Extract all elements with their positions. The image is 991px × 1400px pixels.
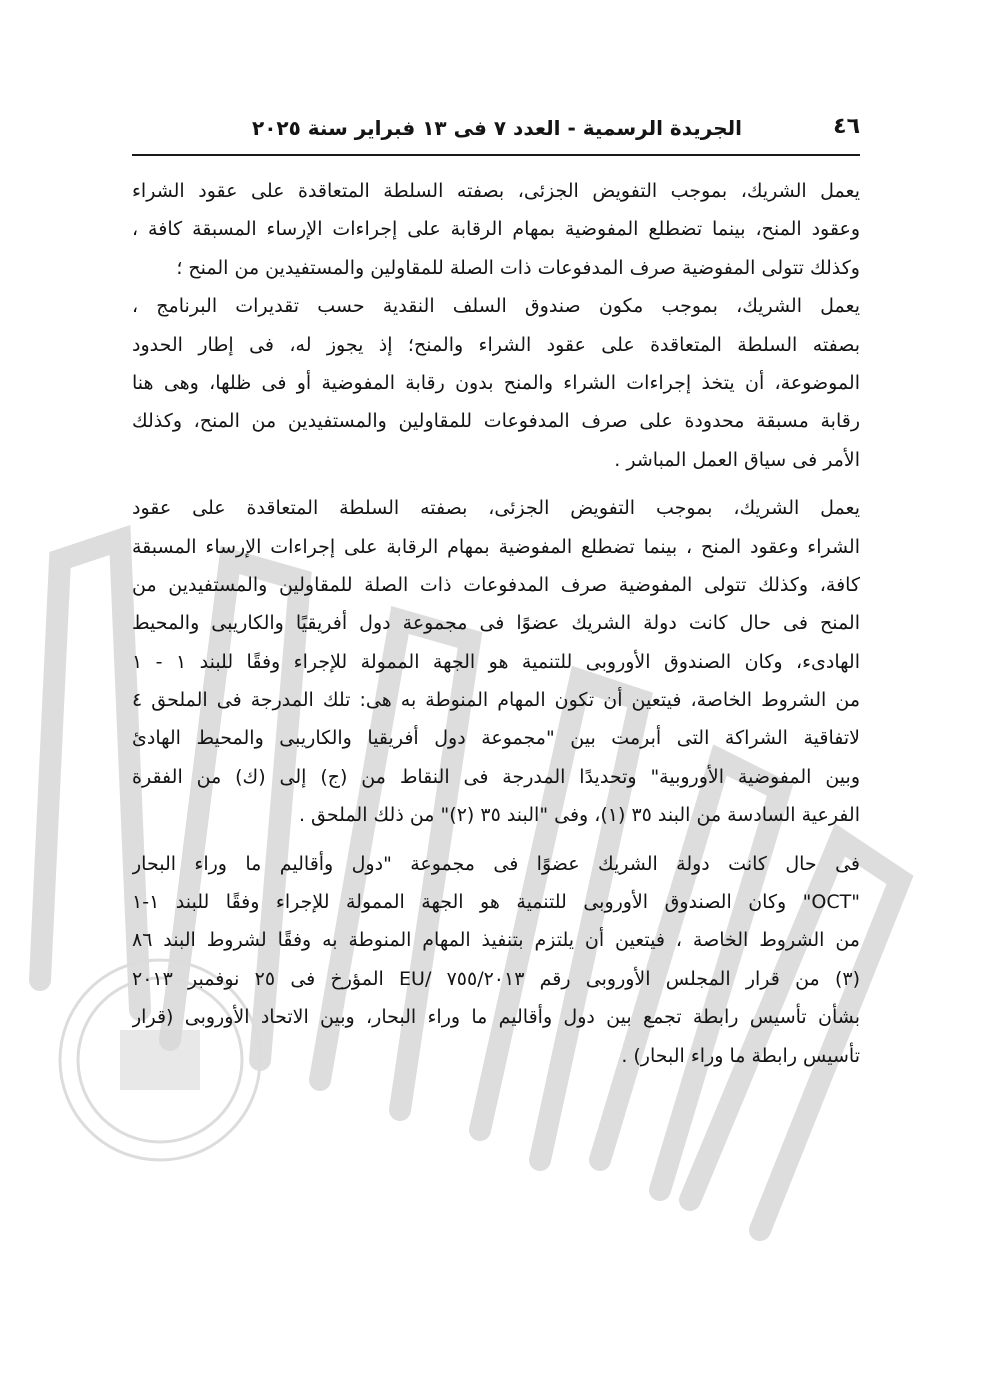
text-line: وكذلك تتولى المفوضية صرف المدفوعات ذات الصلة للمقاولين والمستفيدين من المنح ؛ [176,256,860,279]
text-line: فى حال كانت دولة الشريك عضوًا فى مجموعة "دول وأقاليم ما وراء البحار [132,852,860,875]
text-line: تأسيس رابطة ما وراء البحار) . [621,1044,860,1067]
text-line: الفرعية السادسة من البند ٣٥ (١)، وفى "البند ٣٥ (٢)" من ذلك الملحق . [298,804,860,827]
text-line: رقابة مسبقة محدودة على صرف المدفوعات للمقاولين والمستفيدين من المنح، وكذلك [132,410,860,433]
text-line: بصفته السلطة المتعاقدة على عقود الشراء والمنح؛ إذ يجوز له، فى إطار الحدود [132,333,860,356]
gazette-title: الجريدة الرسمية - العدد ٧ فى ١٣ فبراير سنة ٢٠٢٥ [252,116,742,140]
page-number: ٤٦ [833,114,860,139]
paragraph [132,172,860,287]
text-line: وبين المفوضية الأوروبية" وتحديدًا المدرجة فى النقاط من (ج) إلى (ك) من الفقرة [132,765,860,788]
text-line: الأمر فى سياق العمل المباشر . [614,448,860,471]
paragraph [132,489,860,835]
text-line: الشراء وعقود المنح ، بينما تضطلع المفوضية بمهام الرقابة على إجراءات الإرساء المسبقة [132,535,860,558]
text-line: يعمل الشريك، بموجب مكون صندوق السلف النقدية حسب تقديرات البرنامج ، [132,295,860,318]
paragraph [132,287,860,479]
text-line: الموضوعة، أن يتخذ إجراءات الشراء والمنح بدون رقابة المفوضية أو فى ظلها، وهى هنا [132,371,860,394]
text-line: "OCT" وكان الصندوق الأوروبى للتنمية هو الجهة الممولة للإجراء وفقًا للبند ١-١ [132,891,860,914]
text-line: وعقود المنح، بينما تضطلع المفوضية بمهام الرقابة على إجراءات الإرساء المسبقة كافة ، [132,218,860,241]
text-line: الهادىء، وكان الصندوق الأوروبى للتنمية هو الجهة الممولة للإجراء وفقًا للبند ١ - ١ [132,650,860,673]
text-line: يعمل الشريك، بموجب التفويض الجزئى، بصفته السلطة المتعاقدة على عقود الشراء [132,180,860,202]
text-line: من الشروط الخاصة، فيتعين أن تكون المهام المنوطة به هى: تلك المدرجة فى الملحق ٤ [132,689,860,712]
text-line: من الشروط الخاصة ، فيتعين أن يلتزم بتنفيذ المهام المنوطة به وفقًا لشروط البند ٨٦ [132,929,860,952]
text-line: يعمل الشريك، بموجب التفويض الجزئى، بصفته السلطة المتعاقدة على عقود [132,497,860,520]
document-body [132,172,860,1075]
text-line: كافة، وكذلك تتولى المفوضية صرف المدفوعات ذات الصلة للمقاولين والمستفيدين من [132,573,860,596]
page-header [132,108,860,156]
text-line: (٣) من قرار المجلس الأوروبى رقم ٧٥٥/٢٠١٣ /EU المؤرخ فى ٢٥ نوفمبر ٢٠١٣ [132,967,860,990]
text-line: لاتفاقية الشراكة التى أبرمت بين "مجموعة دول أفريقيا والكاريبى والمحيط الهادئ [132,727,860,750]
paragraph [132,845,860,1075]
text-line: المنح فى حال كانت دولة الشريك عضوًا فى مجموعة دول أفريقيًا والكاريبى والمحيط [132,612,860,635]
text-line: بشأن تأسيس رابطة تجمع بين دول وأقاليم ما وراء البحار، وبين الاتحاد الأوروبى (قرار [132,1006,860,1029]
